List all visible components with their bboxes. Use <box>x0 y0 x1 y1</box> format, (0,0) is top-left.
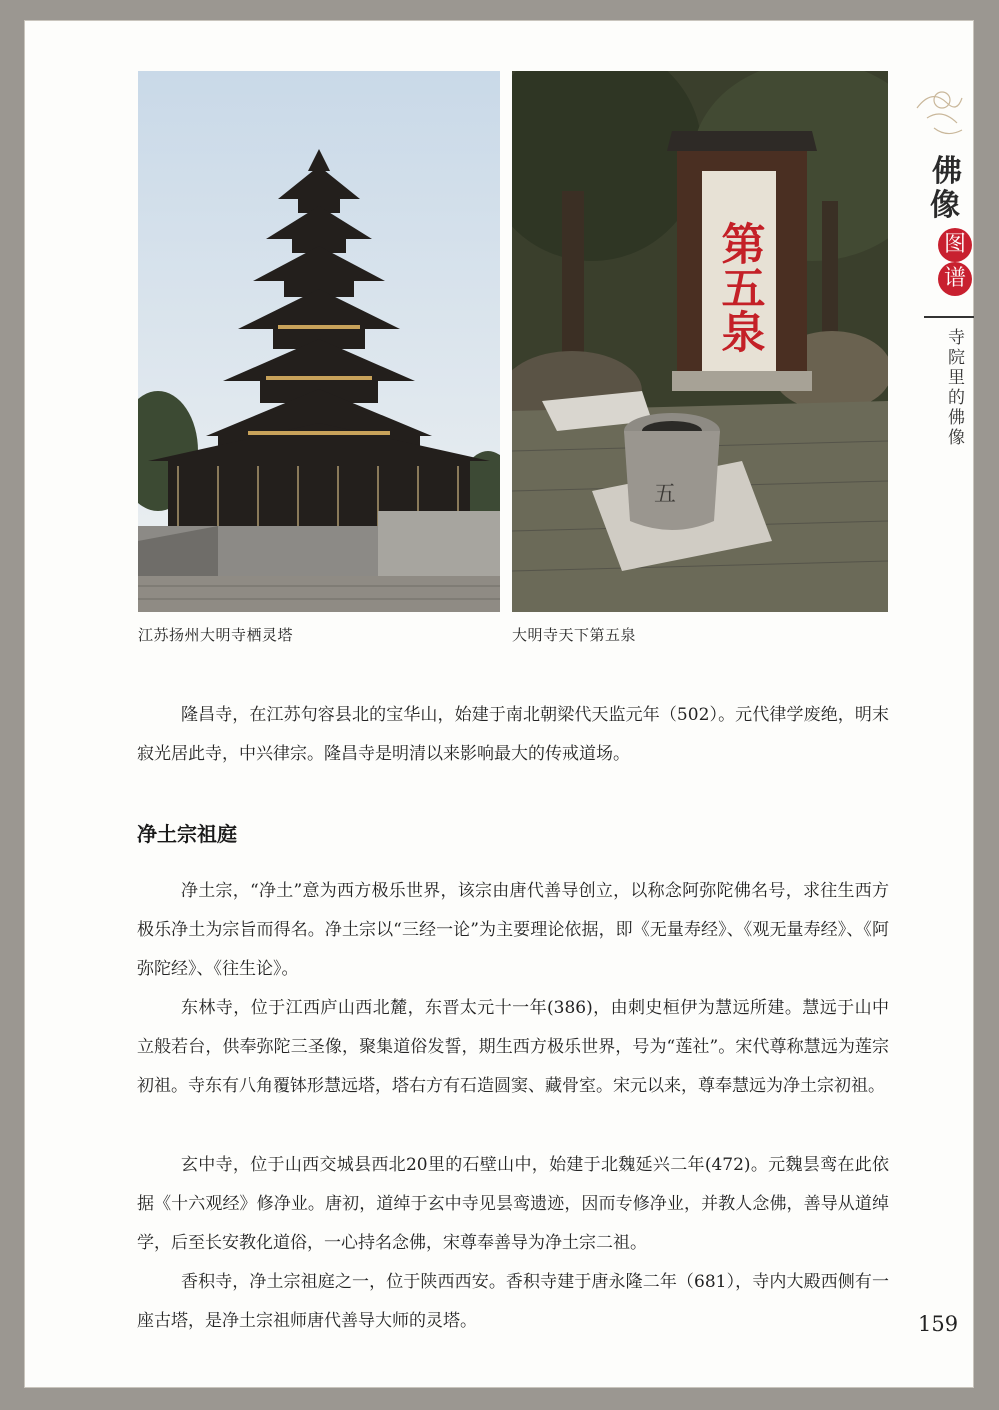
spring-photo <box>512 71 888 612</box>
tab-circle-char: 图 <box>938 228 972 262</box>
page-number: 159 <box>918 1312 959 1336</box>
paragraph-jingtu: 净土宗，“净土”意为西方极乐世界，该宗由唐代善导创立，以称念阿弥陀佛名号，求往生西方极乐净土为宗旨而得名。净土宗以“三经一论”为主要理论依据，即《无量寿经》、《观无量寿经》、《阿弥陀经》、《往生论》。 <box>137 881 889 979</box>
flower-ornament-icon <box>912 78 968 148</box>
figure-caption: 大明寺天下第五泉 <box>512 626 637 644</box>
section-heading: 净土宗祖庭 <box>137 822 237 846</box>
paragraph-xiangji: 香积寺，净土宗祖庭之一，位于陕西西安。香积寺建于唐永隆二年（681），寺内大殿西侧有一座古塔，是净土宗祖师唐代善导大师的灵塔。 <box>137 1272 889 1331</box>
paragraph-donglin: 东林寺，位于江西庐山西北麓，东晋太元十一年(386)，由刺史桓伊为慧远所建。慧远于山中立般若台，供奉弥陀三圣像，聚集道俗发誓，期生西方极乐世界，号为“莲社”。宋代尊称慧远为莲宗初祖。寺东有八角覆钵形慧远塔，塔右方有石造圆窦、藏骨室。宋元以来，尊奉慧远为净土宗初祖。 <box>137 998 889 1096</box>
paragraph-xuanzhong: 玄中寺，位于山西交城县西北20里的石壁山中，始建于北魏延兴二年(472)。元魏昙鸾在此依据《十六观经》修净业。唐初，道绰于玄中寺见昙鸾遗迹，因而专修净业，并教人念佛，善导从道绰学，后至长安教化道俗，一心持名念佛，宋尊奉善导为净土宗二祖。 <box>137 1155 889 1253</box>
pagoda-photo <box>138 71 500 612</box>
tab-section-label: 寺院里的佛像 <box>948 328 965 448</box>
chapter-side-tab <box>924 78 974 458</box>
stele-inscription: 第五泉 <box>713 221 765 353</box>
paragraph-longchang: 隆昌寺，在江苏句容县北的宝华山，始建于南北朝梁代天监元年（502）。元代律学废绝，明末寂光居此寺，中兴律宗。隆昌寺是明清以来影响最大的传戒道场。 <box>137 705 889 764</box>
tab-rule <box>924 316 974 318</box>
well-inscription: 五 <box>654 482 677 507</box>
tab-title-char: 像 <box>930 188 960 223</box>
tab-title-char: 佛 <box>932 154 962 189</box>
figure-caption: 江苏扬州大明寺栖灵塔 <box>138 626 294 644</box>
tab-circle-char: 谱 <box>938 262 972 296</box>
